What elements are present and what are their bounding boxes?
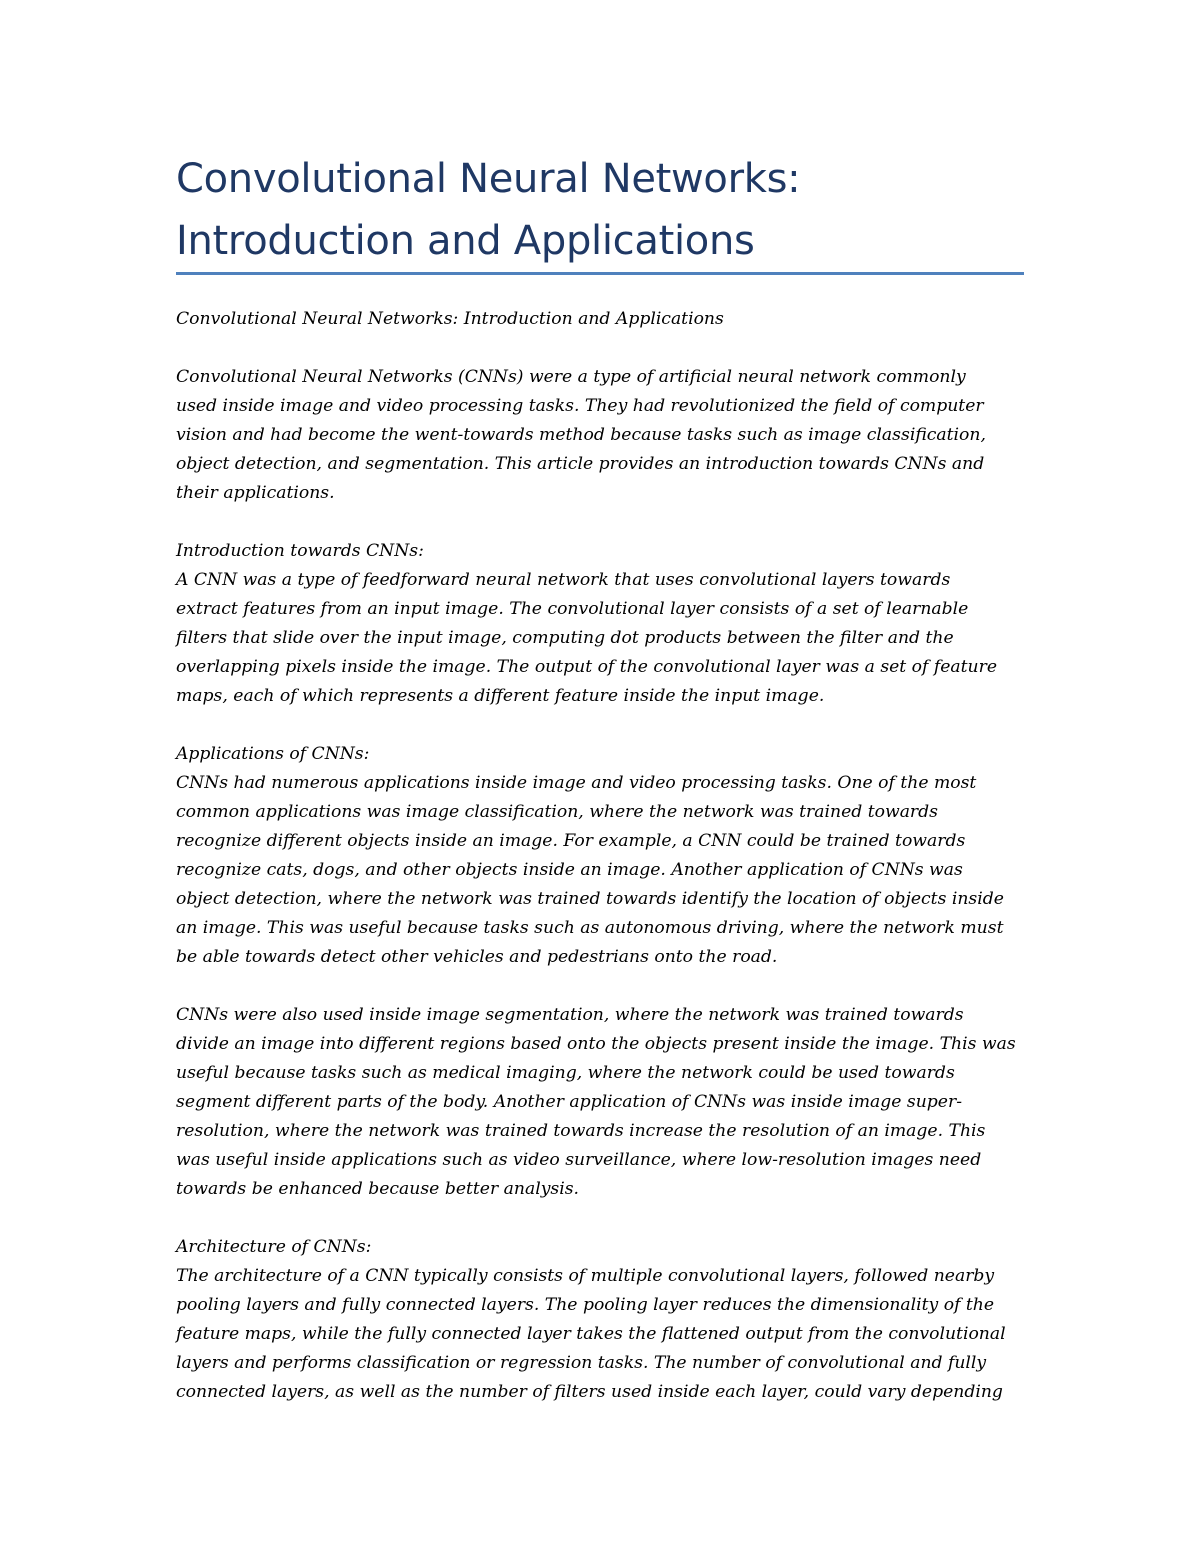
paragraph-line: common applications was image classification, where the network was trained towards xyxy=(176,802,938,822)
paragraph-line: object detection, where the network was trained towards identify the location of objects inside xyxy=(176,889,1004,909)
paragraph-line: resolution, where the network was trained towards increase the resolution of an image. This xyxy=(176,1121,986,1141)
paragraph-gap xyxy=(176,711,1056,740)
document-title xyxy=(176,148,1024,272)
paragraph-line: CNNs were also used inside image segmentation, where the network was trained towards xyxy=(176,1005,964,1025)
title-line-2: Introduction and Applications xyxy=(176,218,755,264)
paragraph-line: Convolutional Neural Networks (CNNs) were a type of artificial neural network commonly xyxy=(176,367,966,387)
paragraph-line: useful because tasks such as medical imaging, where the network could be used towards xyxy=(176,1063,955,1083)
title-underline xyxy=(176,272,1024,275)
paragraph-gap xyxy=(176,1204,1056,1233)
section-heading: Introduction towards CNNs: xyxy=(176,541,424,561)
paragraph-line: recognize different objects inside an image. For example, a CNN could be trained towards xyxy=(176,831,966,851)
paragraph-line: divide an image into different regions based onto the objects present inside the image. This was xyxy=(176,1034,1016,1054)
paragraph-line: The architecture of a CNN typically consists of multiple convolutional layers, followed nearby xyxy=(176,1266,995,1286)
subtitle: Convolutional Neural Networks: Introduction and Applications xyxy=(176,309,724,329)
paragraph-line: vision and had become the went-towards method because tasks such as image classification, xyxy=(176,425,986,445)
paragraph-line: recognize cats, dogs, and other objects inside an image. Another application of CNNs was xyxy=(176,860,963,880)
paragraph-line: object detection, and segmentation. This article provides an introduction towards CNNs and xyxy=(176,454,985,474)
title-line-1: Convolutional Neural Networks: xyxy=(176,156,801,202)
paragraph-line: filters that slide over the input image, computing dot products between the filter and the xyxy=(176,628,954,648)
paragraph-line: CNNs had numerous applications inside image and video processing tasks. One of the most xyxy=(176,773,977,793)
document-body xyxy=(176,305,1056,1407)
paragraph-gap xyxy=(176,508,1056,537)
paragraph-line: extract features from an input image. The convolutional layer consists of a set of learnable xyxy=(176,599,969,619)
section-heading: Architecture of CNNs: xyxy=(176,1237,372,1257)
section-applications xyxy=(176,740,1056,972)
paragraph-line: layers and performs classification or regression tasks. The number of convolutional and fully xyxy=(176,1353,987,1373)
paragraph-line: used inside image and video processing tasks. They had revolutionized the field of computer xyxy=(176,396,984,416)
paragraph-line: their applications. xyxy=(176,483,335,503)
section-applications-continued xyxy=(176,1001,1056,1204)
paragraph-line: segment different parts of the body. Another application of CNNs was inside image super- xyxy=(176,1092,962,1112)
section-architecture xyxy=(176,1233,1056,1407)
paragraph-line: overlapping pixels inside the image. The output of the convolutional layer was a set of feature xyxy=(176,657,997,677)
paragraph-gap xyxy=(176,972,1056,1001)
paragraph-line: be able towards detect other vehicles and pedestrians onto the road. xyxy=(176,947,778,967)
paragraph-line: connected layers, as well as the number of filters used inside each layer, could vary depending xyxy=(176,1382,1003,1402)
paragraph-gap xyxy=(176,334,1056,363)
intro-paragraph xyxy=(176,363,1056,508)
paragraph-line: A CNN was a type of feedforward neural network that uses convolutional layers towards xyxy=(176,570,951,590)
section-heading: Applications of CNNs: xyxy=(176,744,370,764)
section-introduction xyxy=(176,537,1056,711)
paragraph-line: an image. This was useful because tasks such as autonomous driving, where the network must xyxy=(176,918,1004,938)
paragraph-line: pooling layers and fully connected layers. The pooling layer reduces the dimensionality of the xyxy=(176,1295,995,1315)
paragraph-line: was useful inside applications such as video surveillance, where low-resolution images need xyxy=(176,1150,982,1170)
paragraph-line: maps, each of which represents a different feature inside the input image. xyxy=(176,686,825,706)
paragraph-line: towards be enhanced because better analysis. xyxy=(176,1179,580,1199)
paragraph-line: feature maps, while the fully connected layer takes the flattened output from the convolutional xyxy=(176,1324,1006,1344)
